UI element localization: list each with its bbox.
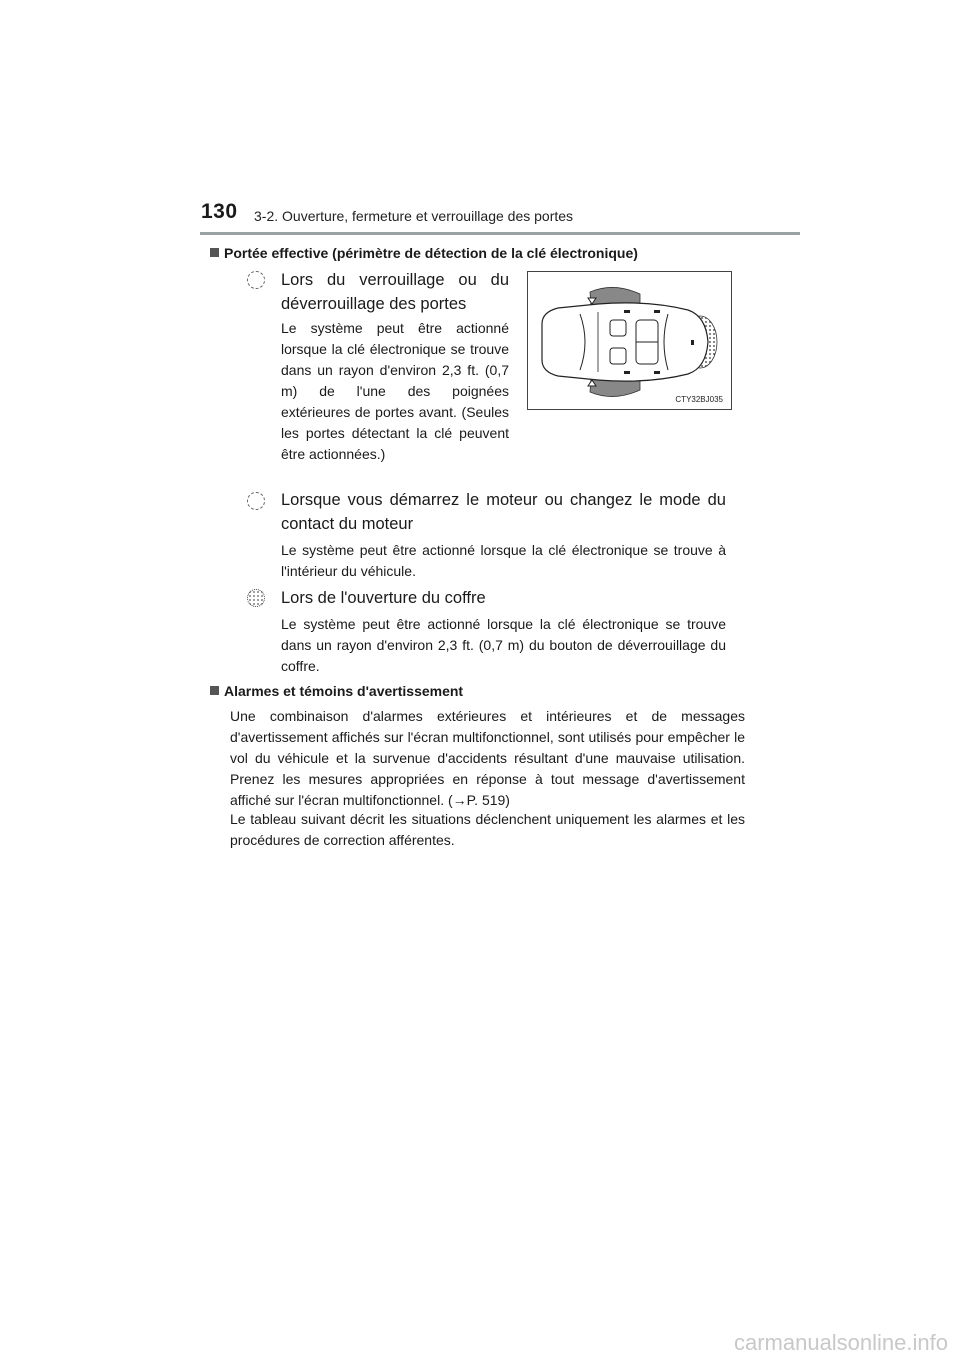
section1-heading	[210, 245, 638, 261]
car-top-view-illustration	[528, 272, 731, 409]
item3-title: Lors de l'ouverture du coffre	[281, 589, 486, 607]
dotted-circle-icon	[247, 589, 265, 607]
section2-heading	[210, 683, 463, 699]
square-bullet-icon	[210, 248, 219, 257]
section-header: 3-2. Ouverture, fermeture et verrouillage des portes	[254, 208, 574, 224]
section1-heading-text: Portée effective (périmètre de détection de la clé électronique)	[224, 245, 638, 261]
square-bullet-icon	[210, 686, 219, 695]
page-number: 130	[201, 200, 238, 223]
item2-title: Lorsque vous démarrez le moteur ou changez le mode du contact du moteur	[281, 491, 726, 533]
section2-heading-text: Alarmes et témoins d'avertissement	[224, 683, 464, 699]
dashed-circle-icon	[247, 492, 265, 510]
header-rule	[200, 232, 800, 235]
figure-code: CTY32BJ035	[675, 395, 723, 404]
section2-paragraph-1: Une combinaison d'alarmes extérieures et intérieures et de messages d'avertissement affichés sur l'écran multifonctionnel, sont utilisés pour empêcher le vol du véhicule et la survenue d'accidents résultant d'une mauvaise utilisation. Prenez les mesures appropriées en réponse à tout message d'avertissement affiché sur l'écran multifonctionnel. (→P. 519)	[230, 708, 745, 808]
car-detection-figure	[527, 271, 732, 410]
section2-paragraph-2: Le tableau suivant décrit les situations déclenchent uniquement les alarmes et les procédures de correction afférentes.	[230, 811, 745, 848]
item3-body: Le système peut être actionné lorsque la clé électronique se trouve dans un rayon d'environ 2,3 ft. (0,7 m) du bouton de déverrouillage du coffre.	[281, 616, 726, 674]
item1-body: Le système peut être actionné lorsque la clé électronique se trouve dans un rayon d'environ 2,3 ft. (0,7 m) de l'une des poignées extérieures de portes avant. (Seules les portes détectant la clé peuvent être actionnées.)	[281, 320, 509, 462]
item1-title: Lors du verrouillage ou du déverrouillage des portes	[281, 271, 509, 313]
footer-watermark: carmanualsonline.info	[733, 1330, 948, 1355]
item2-body: Le système peut être actionné lorsque la clé électronique se trouve à l'intérieur du véhicule.	[281, 542, 726, 579]
dashed-circle-icon	[247, 271, 265, 289]
